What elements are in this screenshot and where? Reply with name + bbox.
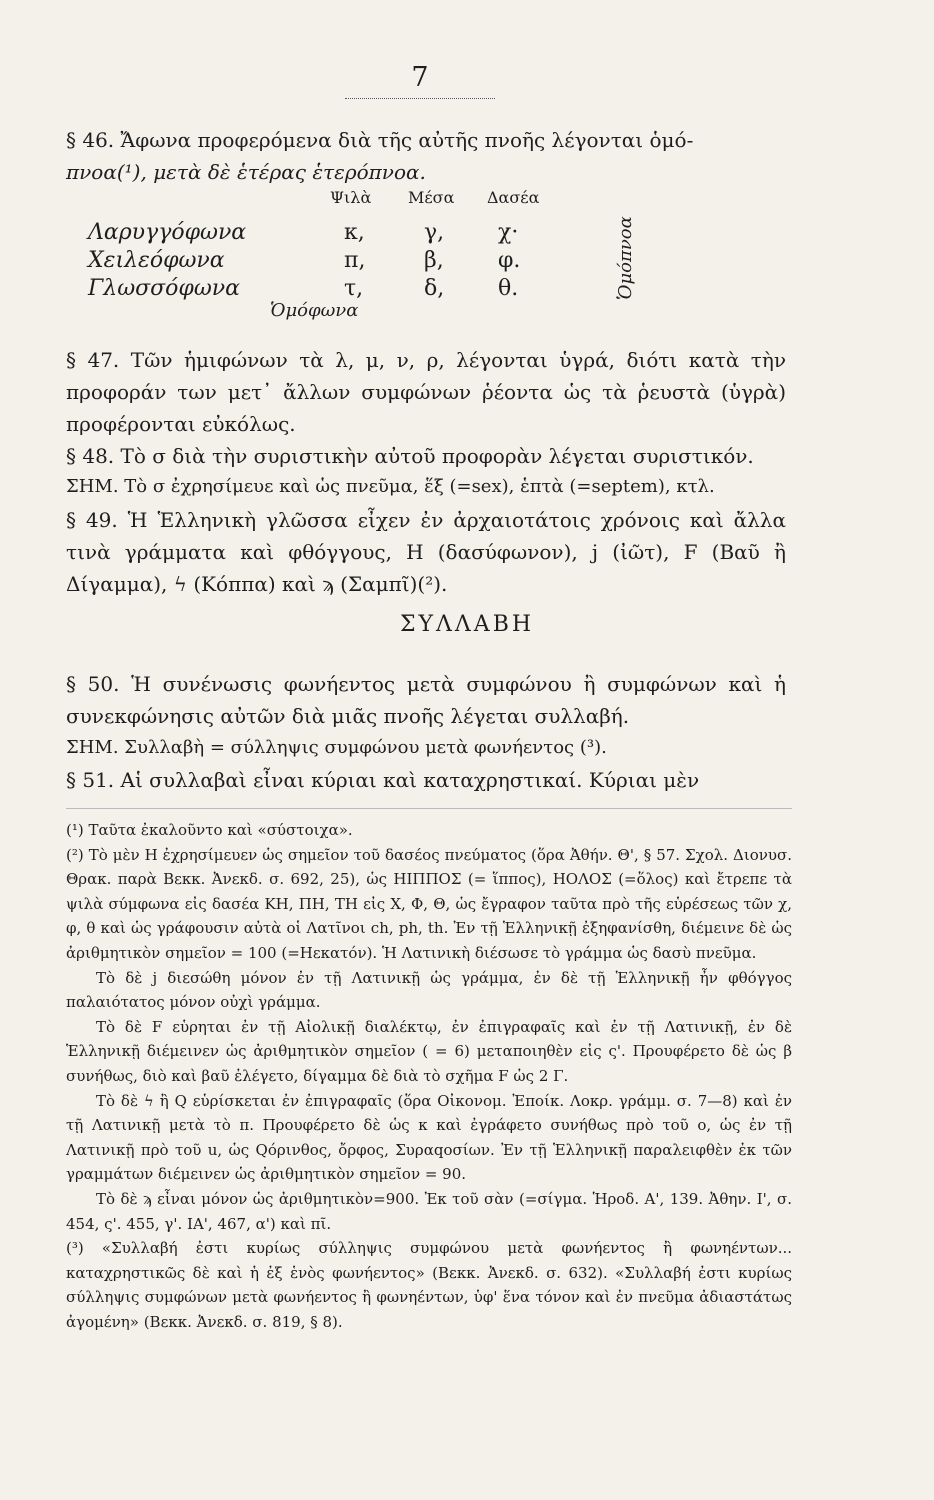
table-row-label: Γλωσσόφωνα <box>88 276 241 301</box>
table-cell: χ· <box>498 220 519 245</box>
page-number-rule <box>345 98 495 99</box>
page-number: 7 <box>411 62 429 93</box>
table-cell: φ. <box>498 248 521 273</box>
note-snm-1: ΣΗΜ. Τὸ σ ἐχρησίμευε καὶ ὡς πνεῦμα, ἕξ (=sex), ἑπτὰ (=septem), κτλ. <box>66 476 715 497</box>
footnotes <box>66 818 792 1334</box>
table-header-psila: Ψιλὰ <box>330 188 372 207</box>
footnote-2: (²) Τὸ μὲν Η ἐχρησίμευεν ὡς σημεῖον τοῦ δασέος πνεύματος (ὅρα Ἀθήν. Θ', § 57. Σχολ. Διονυσ. Θρακ. παρὰ Βεκκ. Ἀνεκδ. σ. 692, 25), ὡς ΗΙΠΠΟΣ (= ἵππος), ΗΟΛΟΣ (=ὅλος) καὶ ἔτρεπε τὰ ψιλὰ σύμφωνα εἰς δασέα ΚΗ, ΠΗ, ΤΗ εἰς Χ, Φ, Θ, ὡς ἔγραφον ταῦτα πρὸ τῆς εὑρέσεως τῶν χ, φ, θ καὶ ὡς γράφουσιν αὐτὰ οἱ Λατῖνοι ch, ph, th. Ἐν τῇ Ἑλληνικῇ ἐξηφανίσθη, διέμεινε δὲ ὡς ἀριθμητικὸν σημεῖον = 100 (=Ηεκατόν). Ἡ Λατινικὴ διέσωσε τὸ γράμμα ὡς δασὺ πνεῦμα. <box>66 845 792 962</box>
table-cell: τ, <box>344 276 364 301</box>
paragraph-50: § 50. Ἡ συνένωσις φωνήεντος μετὰ συμφώνου ἢ συμφώνων καὶ ἡ συνεκφώνησις αὐτῶν διὰ μιᾶς πνοῆς λέγεται συλλαβή. <box>66 672 786 728</box>
section-heading: ΣΥΛΛΑΒΗ <box>399 612 535 637</box>
footnote-1: (¹) Ταῦτα ἐκαλοῦντο καὶ «σύστοιχα». <box>66 821 353 839</box>
paragraph-47: § 47. Τῶν ἡμιφώνων τὰ λ, μ, ν, ρ, λέγονται ὑγρά, διότι κατὰ τὴν προφοράν των μετ᾽ ἄλλων συμφώνων ῥέοντα ὡς τὰ ῥευστὰ (ὑγρὰ) προφέρονται εὐκόλως. <box>66 348 786 436</box>
paragraph-49: § 49. Ἡ Ἑλληνικὴ γλῶσσα εἶχεν ἐν ἀρχαιοτάτοις χρόνοις καὶ ἄλλα τινὰ γράμματα καὶ φθόγγους, Η (δασύφωνον), j (ἰῶτ), F (Βαῦ ἢ Δίγαμμα), ϟ (Κόππα) καὶ ϡ (Σαμπῖ)(²). <box>66 508 786 596</box>
table-side-label: Ὁμόπνοα <box>615 216 636 300</box>
paragraph-46-line2: πνοα(¹), μετὰ δὲ ἑτέρας ἑτερόπνοα. <box>66 160 426 184</box>
table-cell: π, <box>344 248 366 273</box>
footnote-2-j: Τὸ δὲ j διεσώθη μόνον ἐν τῇ Λατινικῇ ὡς γράμμα, ἐν δὲ τῇ Ἑλληνικῇ ἦν φθόγγος παλαιότατος μόνον οὐχὶ γράμμα. <box>66 968 792 1012</box>
paragraph-48: § 48. Τὸ σ διὰ τὴν συριστικὴν αὐτοῦ προφορὰν λέγεται συριστικόν. <box>66 444 754 468</box>
table-header-mesa: Μέσα <box>408 188 455 207</box>
table-cell: γ, <box>424 220 445 245</box>
table-cell: β, <box>424 248 444 273</box>
paragraph-46 <box>66 124 786 188</box>
table-cell: κ, <box>344 220 365 245</box>
footnote-rule <box>66 808 792 809</box>
note-snm-2: ΣΗΜ. Συλλαβὴ = σύλληψις συμφώνου μετὰ φωνήεντος (³). <box>66 737 607 758</box>
table-bottom-label: Ὁμόφωνα <box>270 300 359 321</box>
table-cell: θ. <box>498 276 519 301</box>
footnote-2-sampi: Τὸ δὲ ϡ εἶναι μόνον ὡς ἀριθμητικὸν=900. Ἐκ τοῦ σὰν (=σίγμα. Ἡροδ. Α', 139. Ἀθην. Ι', σ. 454, ς'. 455, γ'. ΙΑ', 467, α') καὶ πῖ. <box>66 1189 792 1233</box>
table-row-label: Λαρυγγόφωνα <box>88 220 247 245</box>
paragraph-51: § 51. Αἱ συλλαβαὶ εἶναι κύριαι καὶ καταχρηστικαί. Κύριαι μὲν <box>66 768 700 792</box>
table-cell: δ, <box>424 276 445 301</box>
table-header-dasea: Δασέα <box>487 188 540 207</box>
table-row-label: Χειλεόφωνα <box>88 248 225 273</box>
footnote-3: (³) «Συλλαβή ἐστι κυρίως σύλληψις συμφώνου μετὰ φωνήεντος ἢ φωνηέντων... καταχρηστικῶς δὲ καὶ ἡ ἐξ ἑνὸς φωνήεντος» (Βεκκ. Ἀνεκδ. σ. 632). «Συλλαβή ἐστι κυρίως σύλληψις συμφώνων μετὰ φωνήεντος ἢ φωνηέντων, ὑφ' ἕνα τόνον καὶ ἐν πνεῦμα ἀδιαστάτως ἀγομένη» (Βεκκ. Ἀνεκδ. σ. 819, § 8). <box>66 1239 792 1331</box>
footnote-2-digamma: Τὸ δὲ F εὑρηται ἐν τῇ Αἰολικῇ διαλέκτῳ, ἐν ἐπιγραφαῖς καὶ ἐν τῇ Λατινικῇ, ἐν δὲ Ἑλληνικῇ διέμεινεν ὡς ἀριθμητικὸν σημεῖον ( = 6) μεταποιηθὲν εἰς ς'. Προυφέρετο δὲ ὡς β συνήθως, διὸ καὶ βαῦ ἐλέγετο, δίγαμμα δὲ διὰ τὸ σχῆμα F ὡς 2 Γ. <box>66 1017 792 1085</box>
paragraph-46-line1: § 46. Ἄφωνα προφερόμενα διὰ τῆς αὐτῆς πνοῆς λέγονται ὁμό- <box>66 128 694 152</box>
footnote-2-koppa: Τὸ δὲ ϟ ἢ Q εὑρίσκεται ἐν ἐπιγραφαῖς (ὅρα Οἰκονομ. Ἐποίκ. Λοκρ. γράμμ. σ. 7—8) καὶ ἐν τῇ Λατινικῇ μετὰ τὸ π. Προυφέρετο δὲ ὡς κ καὶ ἐγράφετο συνήθως πρὸ τοῦ ο, ὡς ἐν τῇ Λατινικῇ πρὸ τοῦ u, ὡς Qόρινθος, ὄρφος, Συραqοσίων. Ἐν τῇ Ἑλληνικῇ παραλειφθὲν ἐκ τῶν γραμμάτων διέμεινεν ὡς ἀριθμητικὸν σημεῖον = 90. <box>66 1091 792 1184</box>
